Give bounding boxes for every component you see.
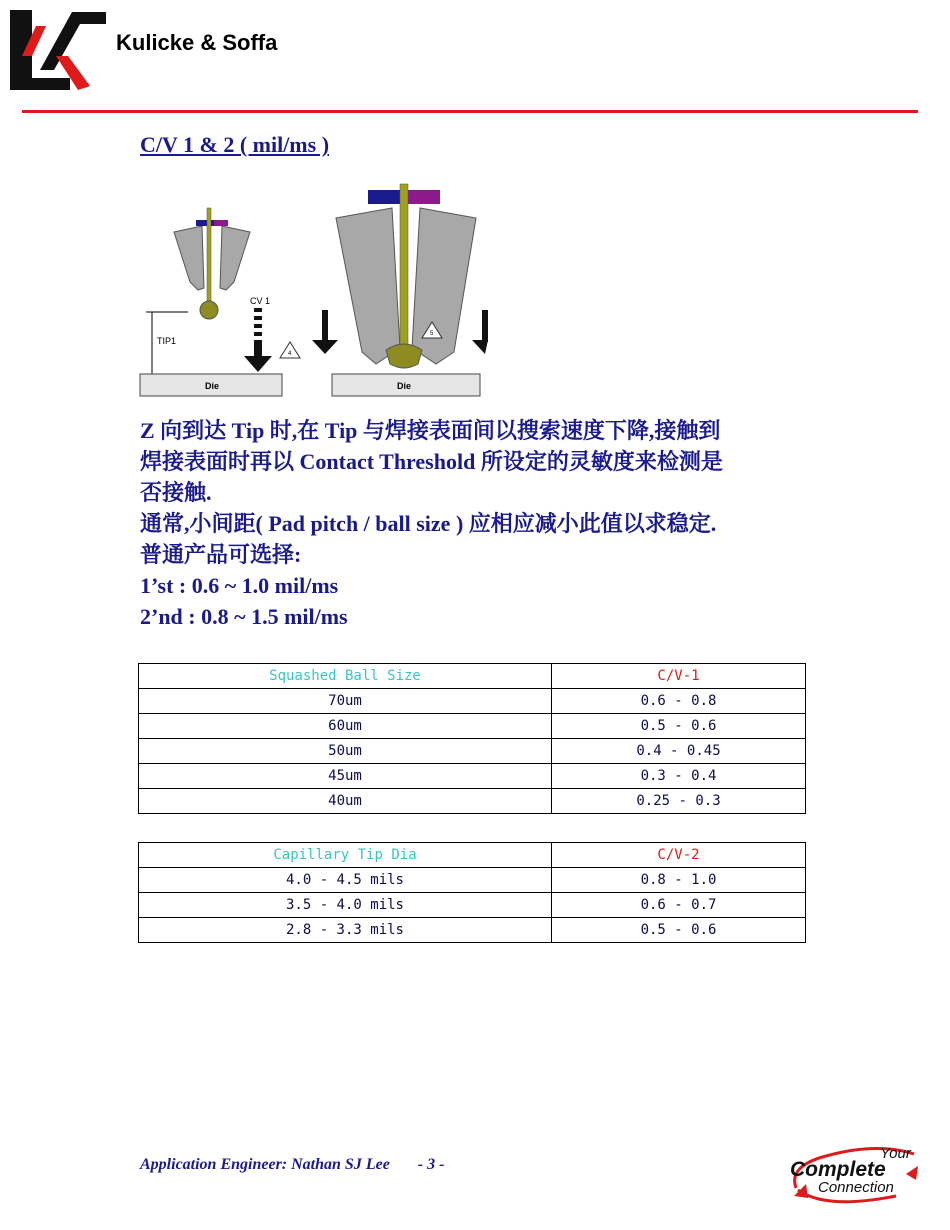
description-text	[140, 415, 840, 632]
body-line: 否接触.	[140, 480, 212, 505]
table-cell: 0.3 - 0.4	[552, 764, 806, 789]
table-cell: 0.8 - 1.0	[552, 868, 806, 893]
header-divider	[22, 110, 918, 113]
table-cell: 0.4 - 0.45	[552, 739, 806, 764]
table-row	[139, 764, 806, 789]
body-line: 1’st : 0.6 ~ 1.0 mil/ms	[140, 573, 339, 598]
marker-4-label: 4	[288, 351, 292, 357]
tagline-your: Your	[880, 1145, 911, 1162]
marker-5-label: 5	[430, 331, 434, 337]
company-name: Kulicke & Soffa	[116, 30, 278, 55]
capillary-diagram	[138, 178, 488, 400]
column-header: Squashed Ball Size	[139, 664, 552, 689]
section-title: C/V 1 & 2 ( mil/ms )	[140, 132, 330, 157]
tip-label: TIP1	[157, 336, 177, 346]
table-cell: 0.6 - 0.7	[552, 893, 806, 918]
table-cell: 60um	[139, 714, 552, 739]
die-right-label: Die	[397, 381, 412, 391]
column-header: C/V-2	[552, 843, 806, 868]
footer-author	[140, 1156, 444, 1174]
cv2-table	[138, 842, 806, 943]
table-header-row	[139, 843, 806, 868]
table-cell: 45um	[139, 764, 552, 789]
cv-label: CV 1	[250, 296, 271, 306]
table-cell: 0.5 - 0.6	[552, 714, 806, 739]
table-cell: 70um	[139, 689, 552, 714]
die-left-label: Die	[205, 381, 220, 391]
author-label: Application Engineer: Nathan SJ Lee	[140, 1156, 390, 1173]
table-cell: 0.25 - 0.3	[552, 789, 806, 814]
table-cell: 2.8 - 3.3 mils	[139, 918, 552, 943]
table-row	[139, 739, 806, 764]
column-header: C/V-1	[552, 664, 806, 689]
table-cell: 4.0 - 4.5 mils	[139, 868, 552, 893]
ks-logo-icon	[10, 10, 106, 90]
table-cell: 0.6 - 0.8	[552, 689, 806, 714]
body-line: 普通产品可选择:	[140, 542, 302, 567]
tagline-complete: Complete	[790, 1158, 886, 1181]
body-line: 通常,小间距( Pad pitch / ball size ) 应相应减小此值以求稳定.	[140, 511, 717, 536]
table-row	[139, 689, 806, 714]
table-cell: 50um	[139, 739, 552, 764]
body-line: 2’nd : 0.8 ~ 1.5 mil/ms	[140, 604, 348, 629]
table-cell: 40um	[139, 789, 552, 814]
table-row	[139, 893, 806, 918]
cv1-table	[138, 663, 806, 814]
table-row	[139, 714, 806, 739]
table-cell: 3.5 - 4.0 mils	[139, 893, 552, 918]
body-line: 焊接表面时再以 Contact Threshold 所设定的灵敏度来检测是	[140, 449, 723, 474]
body-line: Z 向到达 Tip 时,在 Tip 与焊接表面间以搜索速度下降,接触到	[140, 418, 721, 443]
your-complete-connection-logo	[786, 1136, 926, 1212]
tagline-connection: Connection	[818, 1179, 894, 1196]
table-row	[139, 868, 806, 893]
page-number: - 3 -	[417, 1156, 445, 1173]
table-row	[139, 789, 806, 814]
column-header: Capillary Tip Dia	[139, 843, 552, 868]
table-header-row	[139, 664, 806, 689]
table-row	[139, 918, 806, 943]
table-cell: 0.5 - 0.6	[552, 918, 806, 943]
